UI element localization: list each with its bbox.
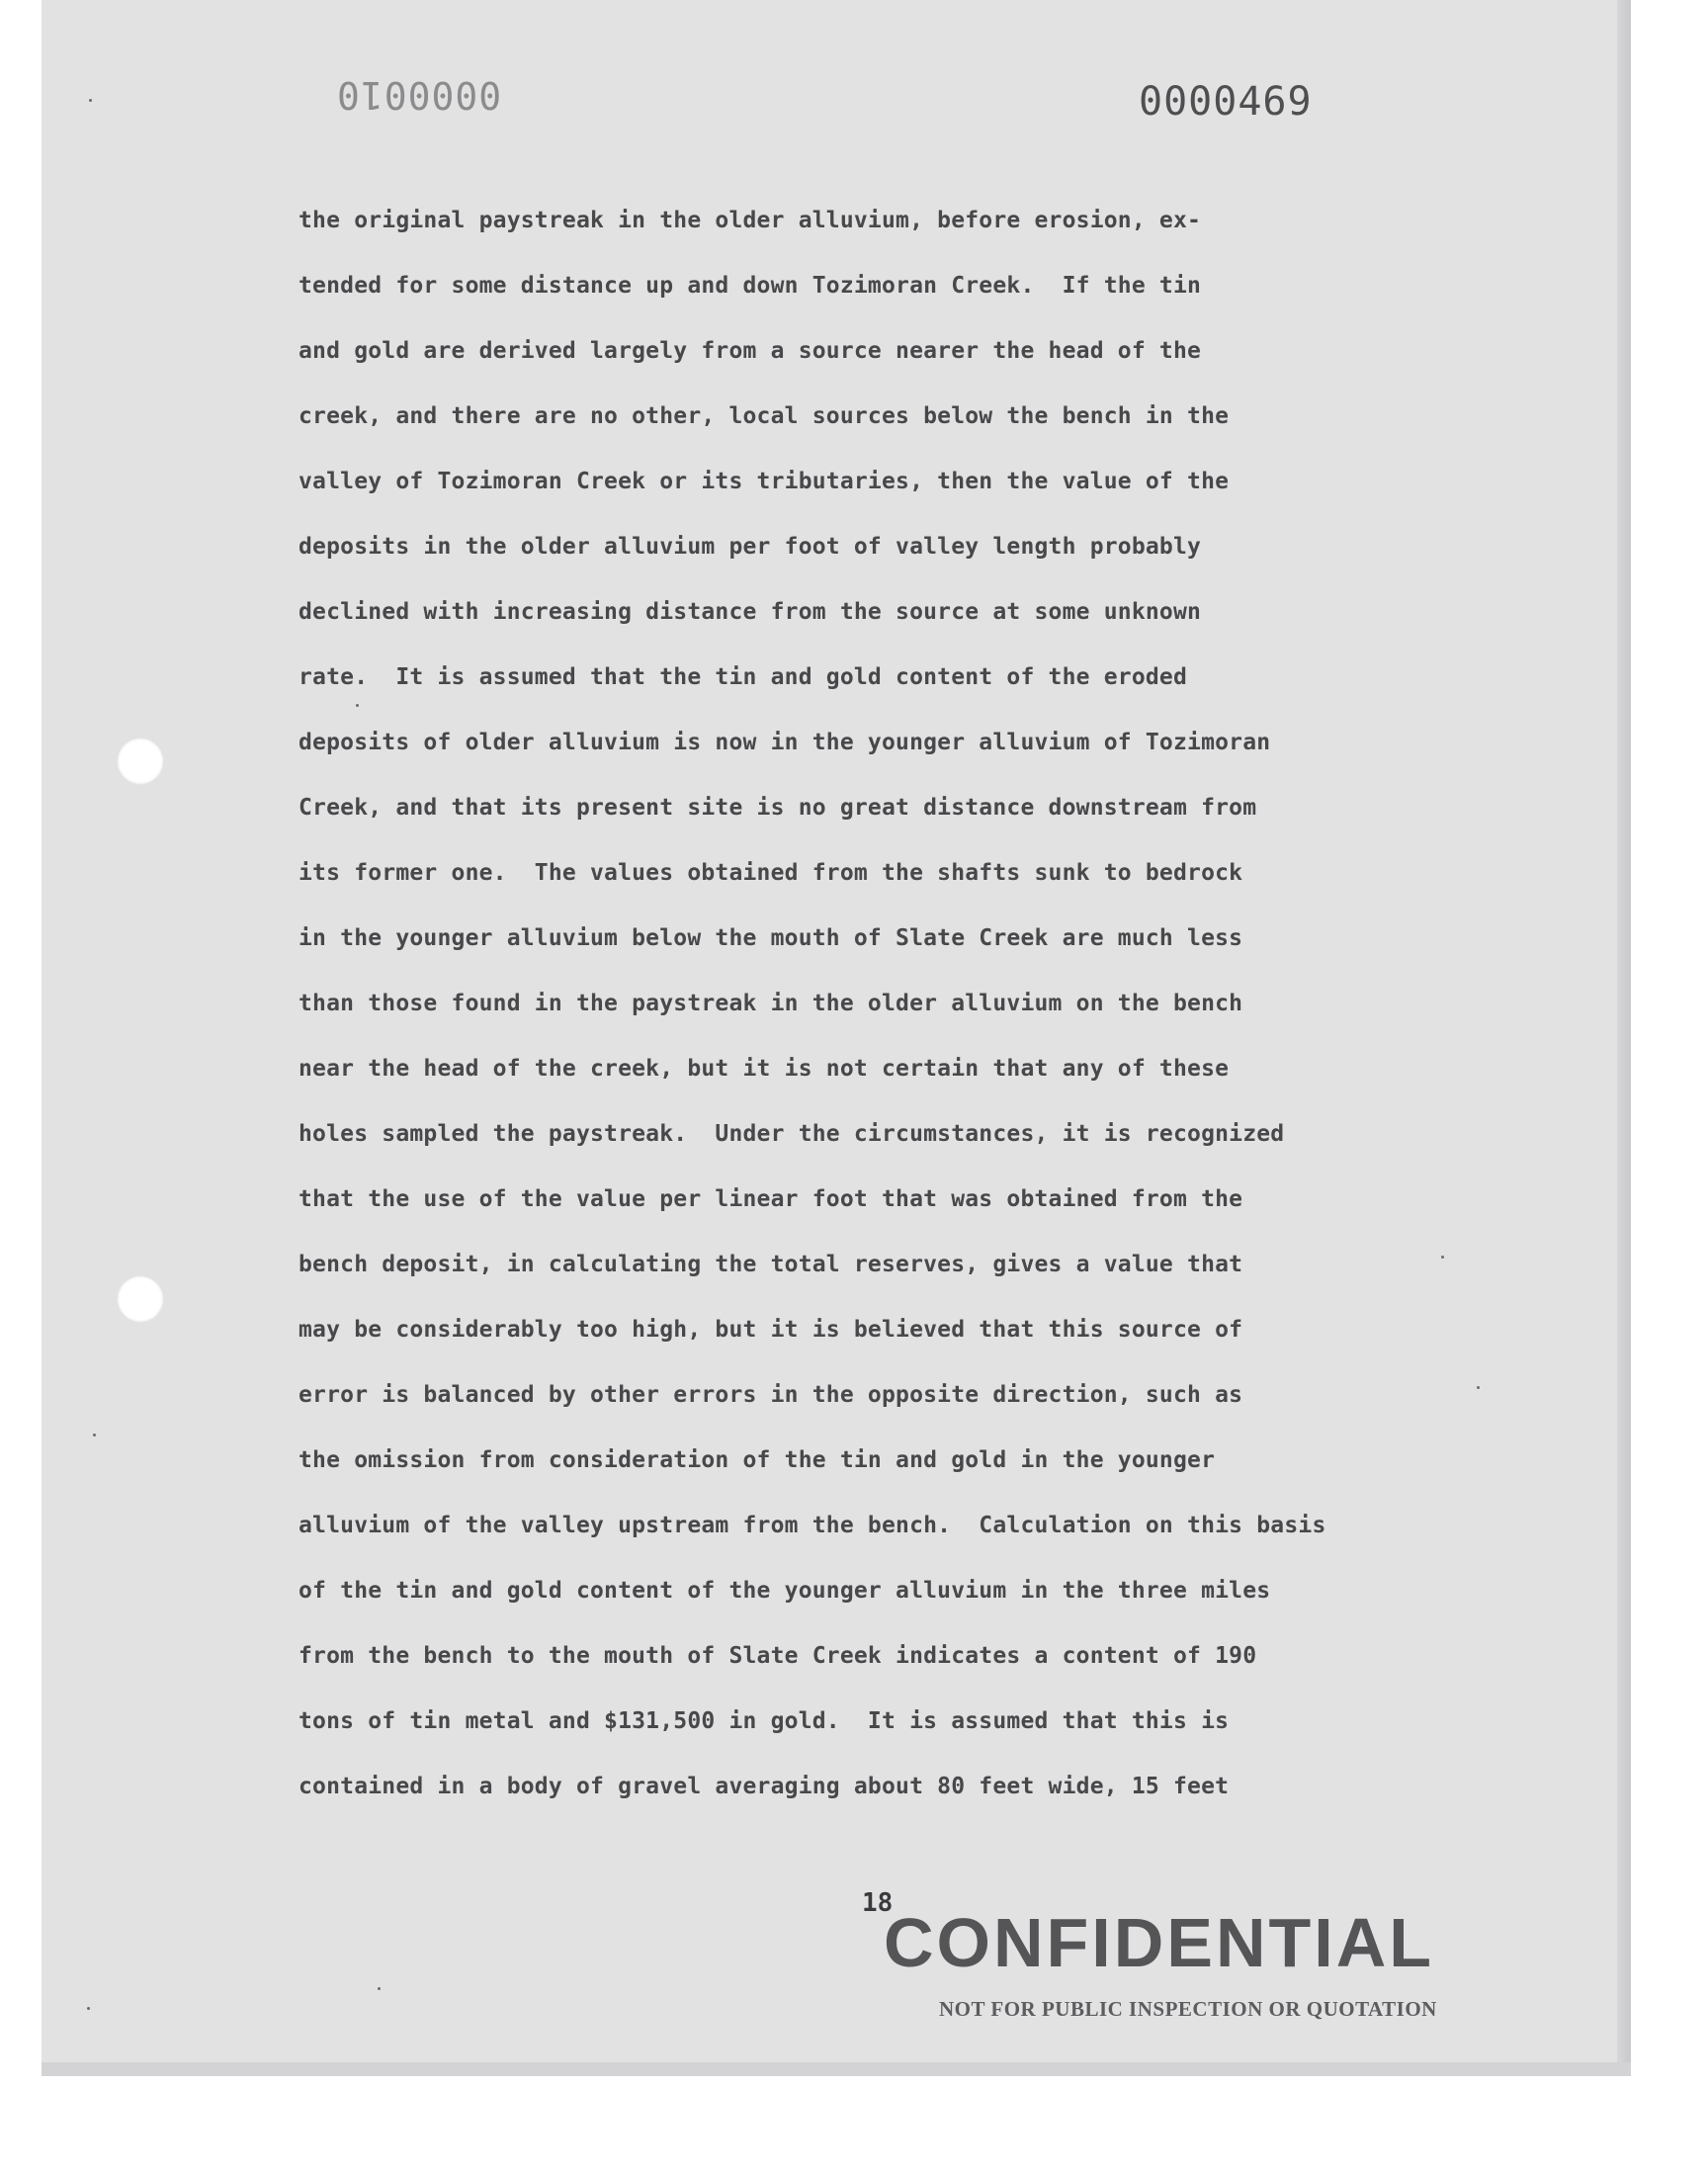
page-bottom-shadow xyxy=(42,2062,1631,2076)
scan-speck xyxy=(89,99,92,102)
page-number: 18 xyxy=(862,1888,894,1918)
body-line: declined with increasing distance from the source at some unknown xyxy=(299,599,1202,625)
scan-speck xyxy=(93,1434,96,1436)
body-line: bench deposit, in calculating the total reserves, gives a value that xyxy=(299,1252,1243,1277)
body-line: rate. It is assumed that the tin and gold content of the eroded xyxy=(299,664,1188,690)
scan-speck xyxy=(87,2007,90,2010)
scan-speck xyxy=(356,704,359,707)
body-line: contained in a body of gravel averaging about 80 feet wide, 15 feet xyxy=(299,1774,1230,1799)
body-line: its former one. The values obtained from the shafts sunk to bedrock xyxy=(299,860,1243,886)
body-line: holes sampled the paystreak. Under the circumstances, it is recognized xyxy=(299,1121,1285,1147)
body-line: tended for some distance up and down Tozimoran Creek. If the tin xyxy=(299,273,1202,299)
body-line: valley of Tozimoran Creek or its tributaries, then the value of the xyxy=(299,469,1230,494)
punch-hole-lower xyxy=(117,1275,164,1323)
body-text xyxy=(299,188,1574,1819)
body-line: than those found in the paystreak in the older alluvium on the bench xyxy=(299,991,1243,1016)
body-line: error is balanced by other errors in the opposite direction, such as xyxy=(299,1382,1243,1408)
body-line: deposits of older alluvium is now in the younger alluvium of Tozimoran xyxy=(299,730,1271,755)
punch-hole-upper xyxy=(117,738,164,785)
doc-number-right: 0000469 xyxy=(1139,79,1313,125)
scan-speck xyxy=(1477,1386,1480,1389)
body-line: creek, and there are no other, local sources below the bench in the xyxy=(299,403,1230,429)
body-line: that the use of the value per linear foot that was obtained from the xyxy=(299,1186,1243,1212)
body-line: the original paystreak in the older alluvium, before erosion, ex- xyxy=(299,208,1202,233)
scanned-page xyxy=(42,0,1631,2076)
confidential-stamp-note: NOT FOR PUBLIC INSPECTION OR QUOTATION xyxy=(939,1997,1437,2021)
doc-number-left: 0000010 xyxy=(336,73,502,117)
scan-speck xyxy=(1441,1256,1444,1259)
body-line: the omission from consideration of the tin and gold in the younger xyxy=(299,1447,1216,1473)
scan-speck xyxy=(378,1987,381,1990)
body-line: may be considerably too high, but it is believed that this source of xyxy=(299,1317,1243,1343)
body-line: of the tin and gold content of the younger alluvium in the three miles xyxy=(299,1578,1271,1604)
page-edge-shadow xyxy=(1617,0,1631,2076)
body-line: and gold are derived largely from a source nearer the head of the xyxy=(299,338,1202,364)
body-line: tons of tin metal and $131,500 in gold. It is assumed that this is xyxy=(299,1708,1230,1734)
body-line: deposits in the older alluvium per foot of valley length probably xyxy=(299,534,1202,560)
body-line: from the bench to the mouth of Slate Creek indicates a content of 190 xyxy=(299,1643,1257,1669)
body-line: alluvium of the valley upstream from the bench. Calculation on this basis xyxy=(299,1513,1326,1538)
confidential-stamp: CONFIDENTIAL xyxy=(884,1904,1435,1981)
body-line: in the younger alluvium below the mouth of Slate Creek are much less xyxy=(299,925,1243,951)
body-line: near the head of the creek, but it is not certain that any of these xyxy=(299,1056,1230,1082)
body-line: Creek, and that its present site is no great distance downstream from xyxy=(299,795,1257,821)
